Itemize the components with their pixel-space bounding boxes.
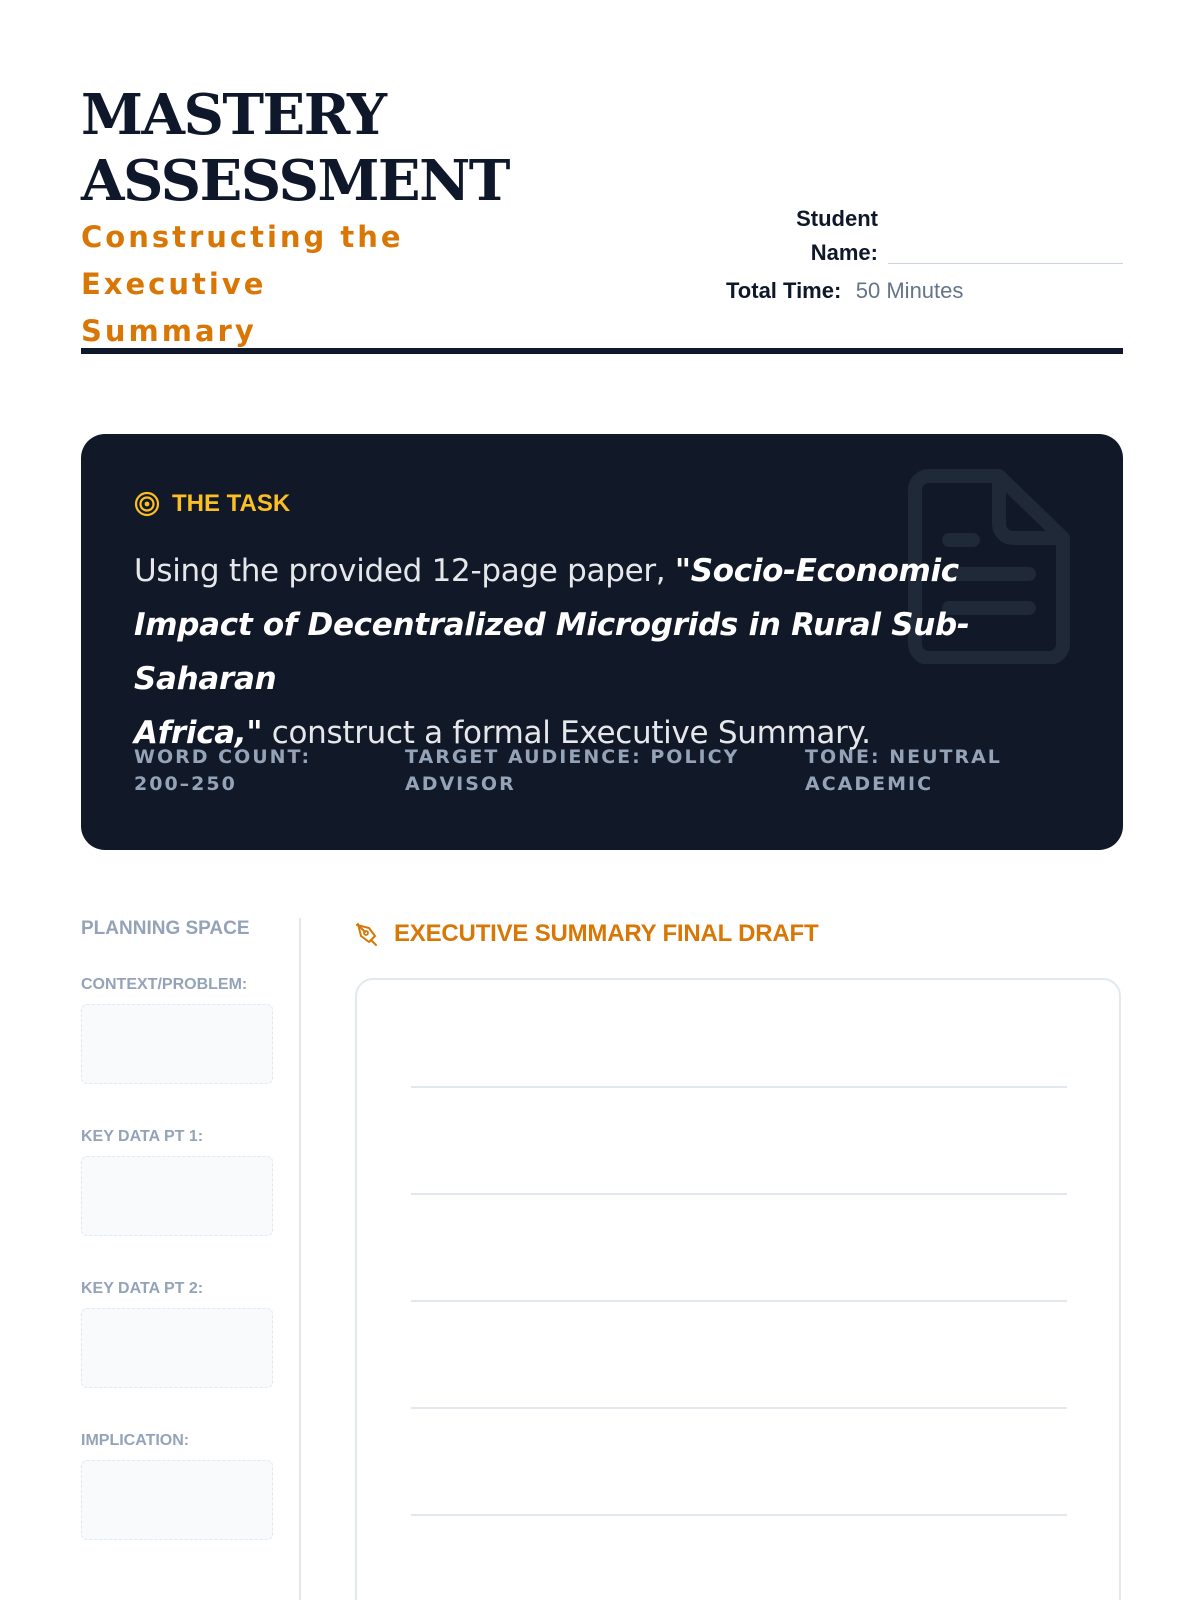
writing-line [411, 1407, 1067, 1409]
student-name-label [753, 202, 878, 270]
writing-line [411, 1300, 1067, 1302]
target-icon [134, 491, 160, 517]
audience-line-1: TARGET AUDIENCE: POLICY [405, 746, 740, 768]
audience-line-2: ADVISOR [405, 773, 516, 795]
plan-box-implication[interactable] [81, 1460, 273, 1540]
task-label-text: THE TASK [172, 490, 291, 517]
planning-title: PLANNING SPACE [81, 918, 250, 939]
task-text-after: construct a formal Executive Summary. [262, 715, 871, 751]
column-divider [299, 918, 301, 1600]
tone-line-2: ACADEMIC [805, 773, 934, 795]
total-time-label: Total Time: [726, 278, 842, 303]
student-name-field[interactable] [888, 263, 1123, 264]
student-label-line-2: Name: [810, 240, 878, 265]
total-time-row [726, 276, 963, 309]
tone [805, 744, 1002, 798]
draft-writing-area[interactable] [355, 978, 1121, 1600]
plan-label-implication: IMPLICATION: [81, 1432, 190, 1449]
title-line-2: ASSESSMENT [81, 148, 509, 214]
plan-label-key-data-2: KEY DATA PT 2: [81, 1280, 204, 1297]
task-label [134, 490, 290, 518]
paper-title-line-2: Impact of Decentralized Microgrids in Rural Sub-Saharan [134, 607, 970, 697]
word-count-value: 200–250 [134, 773, 237, 795]
plan-label-context: CONTEXT/PROBLEM: [81, 976, 248, 993]
plan-box-key-data-1[interactable] [81, 1156, 273, 1236]
page-title [81, 82, 509, 214]
target-audience [405, 744, 739, 798]
writing-line [411, 1086, 1067, 1088]
paper-title-line-1: "Socio-Economic [674, 553, 959, 589]
planning-space [81, 918, 273, 1449]
writing-line [411, 1193, 1067, 1195]
tone-line-1: TONE: NEUTRAL [805, 746, 1002, 768]
plan-label-key-data-1: KEY DATA PT 1: [81, 1128, 204, 1145]
subtitle-line-1: Constructing the Executive [81, 220, 404, 301]
page-subtitle [81, 214, 601, 355]
task-card [81, 434, 1123, 850]
plan-box-key-data-2[interactable] [81, 1308, 273, 1388]
pen-icon [354, 921, 380, 947]
title-line-1: MASTERY [81, 82, 386, 148]
plan-box-context[interactable] [81, 1004, 273, 1084]
total-time-value: 50 Minutes [855, 278, 964, 303]
header-divider [81, 348, 1123, 354]
draft-header [354, 920, 818, 948]
task-description [134, 544, 1054, 760]
task-text-before: Using the provided 12-page paper, [134, 553, 675, 589]
word-count [134, 744, 311, 798]
subtitle-line-2: Summary [81, 314, 257, 348]
student-label-line-1: Student [796, 206, 878, 231]
paper-title-line-3: Africa," [134, 715, 263, 751]
word-count-label: WORD COUNT: [134, 746, 312, 768]
writing-line [411, 1514, 1067, 1516]
header [81, 82, 1123, 356]
draft-title: EXECUTIVE SUMMARY FINAL DRAFT [394, 920, 819, 947]
